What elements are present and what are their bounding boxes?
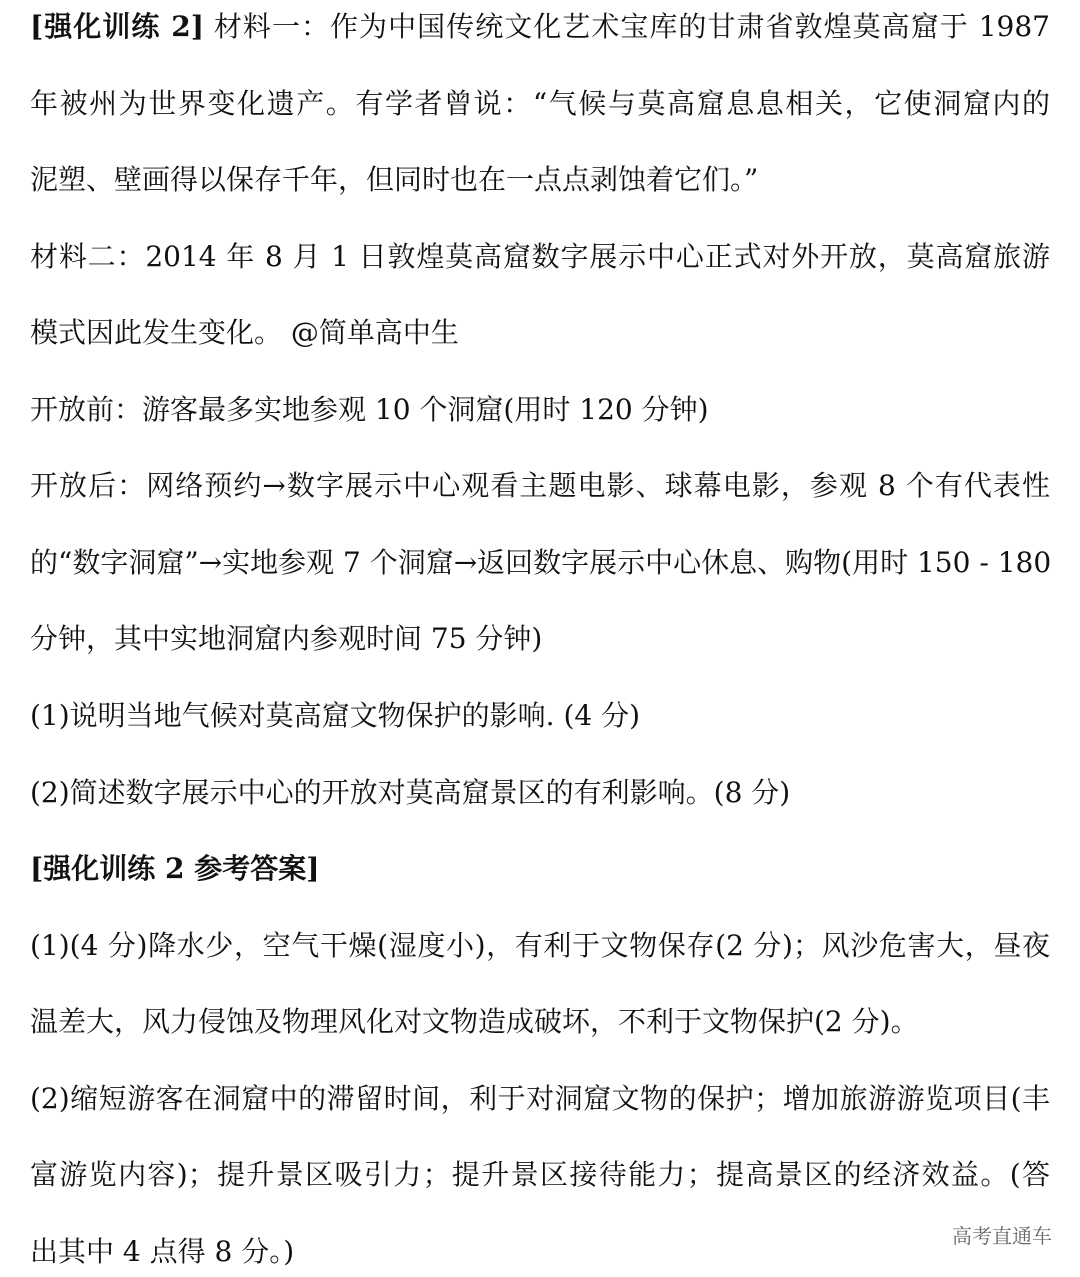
after-opening-line-3: 分钟，其中实地洞窟内参观时间 75 分钟) [30,622,543,655]
answer-1-line-1: (1)(4 分)降水少，空气干燥(湿度小)，有利于文物保存(2 分)；风沙危害大，昼夜 [30,929,1050,962]
question-1: (1)说明当地气候对莫高窟文物保护的影响. (4 分) [30,699,641,732]
answer-1-line-2: 温差大，风力侵蚀及物理风化对文物造成破坏，不利于文物保护(2 分)。 [30,1005,919,1038]
material1-line-1 [30,7,1050,47]
answer-2-line-1: (2)缩短游客在洞窟中的滞留时间，利于对洞窟文物的保护；增加旅游游览项目(丰 [30,1082,1050,1115]
after-opening-line-2: 的“数字洞窟”→实地参观 7 个洞窟→返回数字展示中心休息、购物(用时 150 - 180 [30,546,1052,579]
answer-2-line-3: 出其中 4 点得 8 分。) [30,1235,295,1268]
problem-header: [强化训练 2] [30,10,204,43]
material2-line-1: 材料二：2014 年 8 月 1 日敦煌莫高窟数字展示中心正式对外开放，莫高窟旅游 [30,240,1050,273]
answer-header: [强化训练 2 参考答案] [30,852,320,885]
material1-text-1: 材料一：作为中国传统文化艺术宝库的甘肃省敦煌莫高窟于 1987 [213,10,1050,43]
material2-line-2: 模式因此发生变化。 @简单高中生 [30,316,459,349]
after-opening-line-1: 开放后：网络预约→数字展示中心观看主题电影、球幕电影，参观 8 个有代表性 [30,469,1050,502]
answer-2-line-2: 富游览内容)；提升景区吸引力；提升景区接待能力；提高景区的经济效益。(答 [30,1158,1050,1191]
material1-line-2: 年被州为世界变化遗产。有学者曾说：“气候与莫高窟息息相关，它使洞窟内的 [30,87,1050,120]
material1-line-3: 泥塑、壁画得以保存千年，但同时也在一点点剥蚀着它们。” [30,163,759,196]
before-opening-text: 开放前：游客最多实地参观 10 个洞窟(用时 120 分钟) [30,393,709,426]
watermark-text: 高考直通车 [952,1224,1052,1248]
question-2: (2)简述数字展示中心的开放对莫高窟景区的有利影响。(8 分) [30,776,791,809]
